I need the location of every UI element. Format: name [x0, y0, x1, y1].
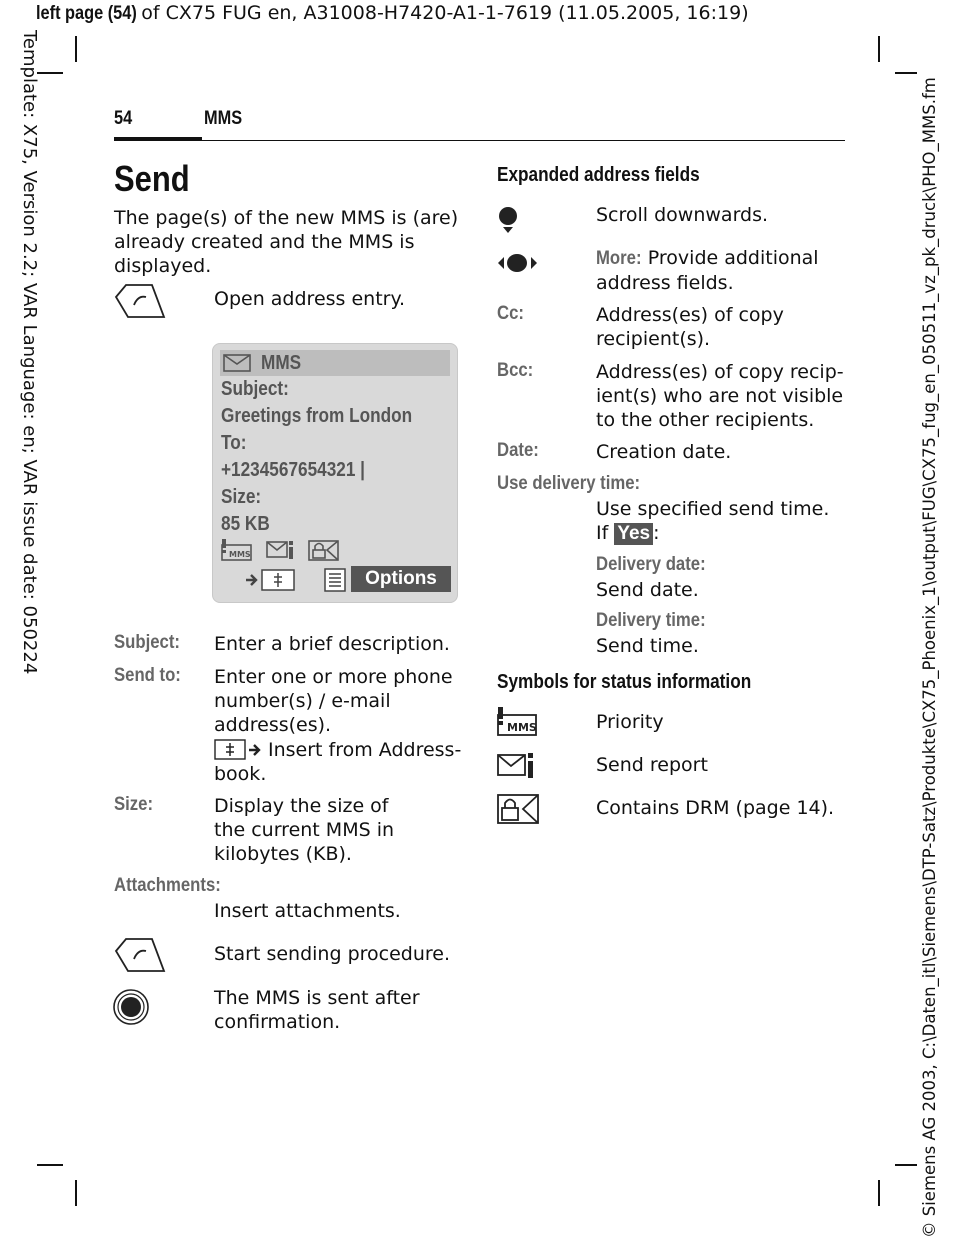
send-report-symbol-icon: [497, 750, 537, 782]
screen-to-value[interactable]: +1234567654321 |: [221, 459, 365, 481]
open-entry-text: Open address entry.: [214, 288, 406, 310]
delivery-date-label: Delivery date:: [596, 554, 706, 575]
more-label: More:: [596, 248, 642, 269]
attachments-desc: Insert attachments.: [214, 900, 401, 922]
crop-mark: [37, 1164, 63, 1166]
print-info-bold: left page (54): [36, 3, 137, 24]
yes-option[interactable]: Yes: [614, 523, 653, 545]
drm-symbol-icon: [497, 792, 541, 826]
crop-mark: [75, 36, 77, 62]
priority-symbol-icon: [497, 706, 539, 738]
crop-mark: [895, 1164, 917, 1166]
delivery-time-desc: Send time.: [596, 635, 699, 657]
section-title: MMS: [204, 108, 243, 129]
header-rule: [114, 140, 845, 141]
drm-icon: [308, 538, 340, 562]
insert-desc-2: book.: [214, 763, 267, 785]
delivery-desc: Use specified send time.: [596, 498, 830, 520]
sent-after-text: The MMS is sent after confirmation.: [214, 987, 420, 1033]
page-number: 54: [114, 108, 133, 129]
navigation-left-right-icon: [497, 251, 539, 275]
subject-desc: Enter a brief description.: [214, 633, 450, 655]
page-title: Send: [114, 158, 190, 199]
more-desc-block: [596, 246, 836, 295]
delivery-date-desc: Send date.: [596, 579, 699, 601]
right-margin-text: © Siemens AG 2003, C:\Daten_itl\Siemens\DTP-Satz\Produkte\CX75_Phoenix_1\output\FUG\CX75_fug_en_050511_vz_pk_druck\PHO_MMS.fm: [920, 77, 939, 1238]
delivery-label: Use delivery time:: [497, 473, 641, 494]
menu-list-icon[interactable]: [324, 568, 346, 592]
call-key-icon-2: [114, 937, 166, 973]
if-text: If: [596, 522, 615, 544]
scroll-down-text: Scroll downwards.: [596, 204, 769, 226]
colon-text: :: [653, 522, 660, 544]
delivery-time-label: Delivery time:: [596, 610, 706, 631]
bcc-desc: Address(es) of copy recip-ient(s) who are not visible to the other recipients.: [596, 361, 844, 431]
print-info-rest: of CX75 FUG en, A31008-H7420-A1-1-7619 (11.05.2005, 16:19): [135, 2, 749, 24]
sendto-desc: Enter one or more phone number(s) / e-mail address(es).: [214, 666, 453, 736]
attachments-label: Attachments:: [114, 875, 221, 896]
symbols-header: Symbols for status information: [497, 671, 752, 693]
center-key-icon: [113, 989, 151, 1027]
subject-label: Subject:: [114, 632, 180, 653]
size-desc: Display the size of the current MMS in kilobytes (KB).: [214, 795, 395, 865]
cc-desc: Address(es) of copy recipient(s).: [596, 304, 784, 350]
svg-text:MMS: MMS: [229, 550, 251, 559]
screen-to-label: To:: [221, 432, 247, 454]
date-label: Date:: [497, 440, 539, 461]
screen-title-bar: [220, 350, 450, 376]
left-margin-text-box: [16, 30, 40, 710]
addressbook-key-icon: [214, 739, 266, 761]
more-desc: Provide additional address fields.: [596, 247, 819, 294]
crop-mark: [878, 36, 880, 62]
phone-screen: [212, 343, 458, 603]
insert-desc: Insert from Address-: [268, 739, 462, 761]
left-margin-text: Template: X75, Version 2.2; VAR Language: en; VAR issue date: 050224: [19, 30, 40, 675]
screen-subject-label: Subject:: [221, 378, 289, 400]
crop-mark: [878, 1180, 880, 1206]
crop-mark: [895, 72, 917, 74]
envelope-icon: [223, 353, 251, 373]
priority-icon: [221, 538, 253, 562]
date-desc: Creation date.: [596, 441, 732, 463]
send-report-icon: [266, 538, 296, 562]
call-key-icon: [114, 283, 166, 319]
expanded-header: Expanded address fields: [497, 164, 700, 186]
send-report-text: Send report: [596, 754, 708, 776]
screen-subject-value[interactable]: Greetings from London: [221, 405, 413, 427]
crop-mark: [37, 72, 63, 74]
size-label: Size:: [114, 794, 154, 815]
bcc-label: Bcc:: [497, 360, 534, 381]
screen-size-value: 85 KB: [221, 513, 270, 535]
right-margin-text-box: [920, 68, 944, 1238]
priority-text: Priority: [596, 711, 664, 733]
start-sending-text: Start sending procedure.: [214, 943, 451, 965]
scroll-down-icon: [497, 205, 521, 235]
intro-text: The page(s) of the new MMS is (are) already created and the MMS is displayed.: [114, 207, 459, 277]
screen-title: MMS: [261, 352, 302, 374]
print-info: [36, 2, 749, 25]
crop-mark: [75, 1180, 77, 1206]
insert-from-addressbook-icon[interactable]: [245, 568, 297, 592]
if-yes-line: [596, 521, 660, 545]
drm-text: Contains DRM (page 14).: [596, 797, 835, 819]
options-softkey[interactable]: Options: [351, 566, 451, 592]
sendto-label: Send to:: [114, 665, 181, 686]
svg-text:MMS: MMS: [507, 721, 537, 734]
cc-label: Cc:: [497, 303, 524, 324]
screen-size-label: Size:: [221, 486, 262, 508]
